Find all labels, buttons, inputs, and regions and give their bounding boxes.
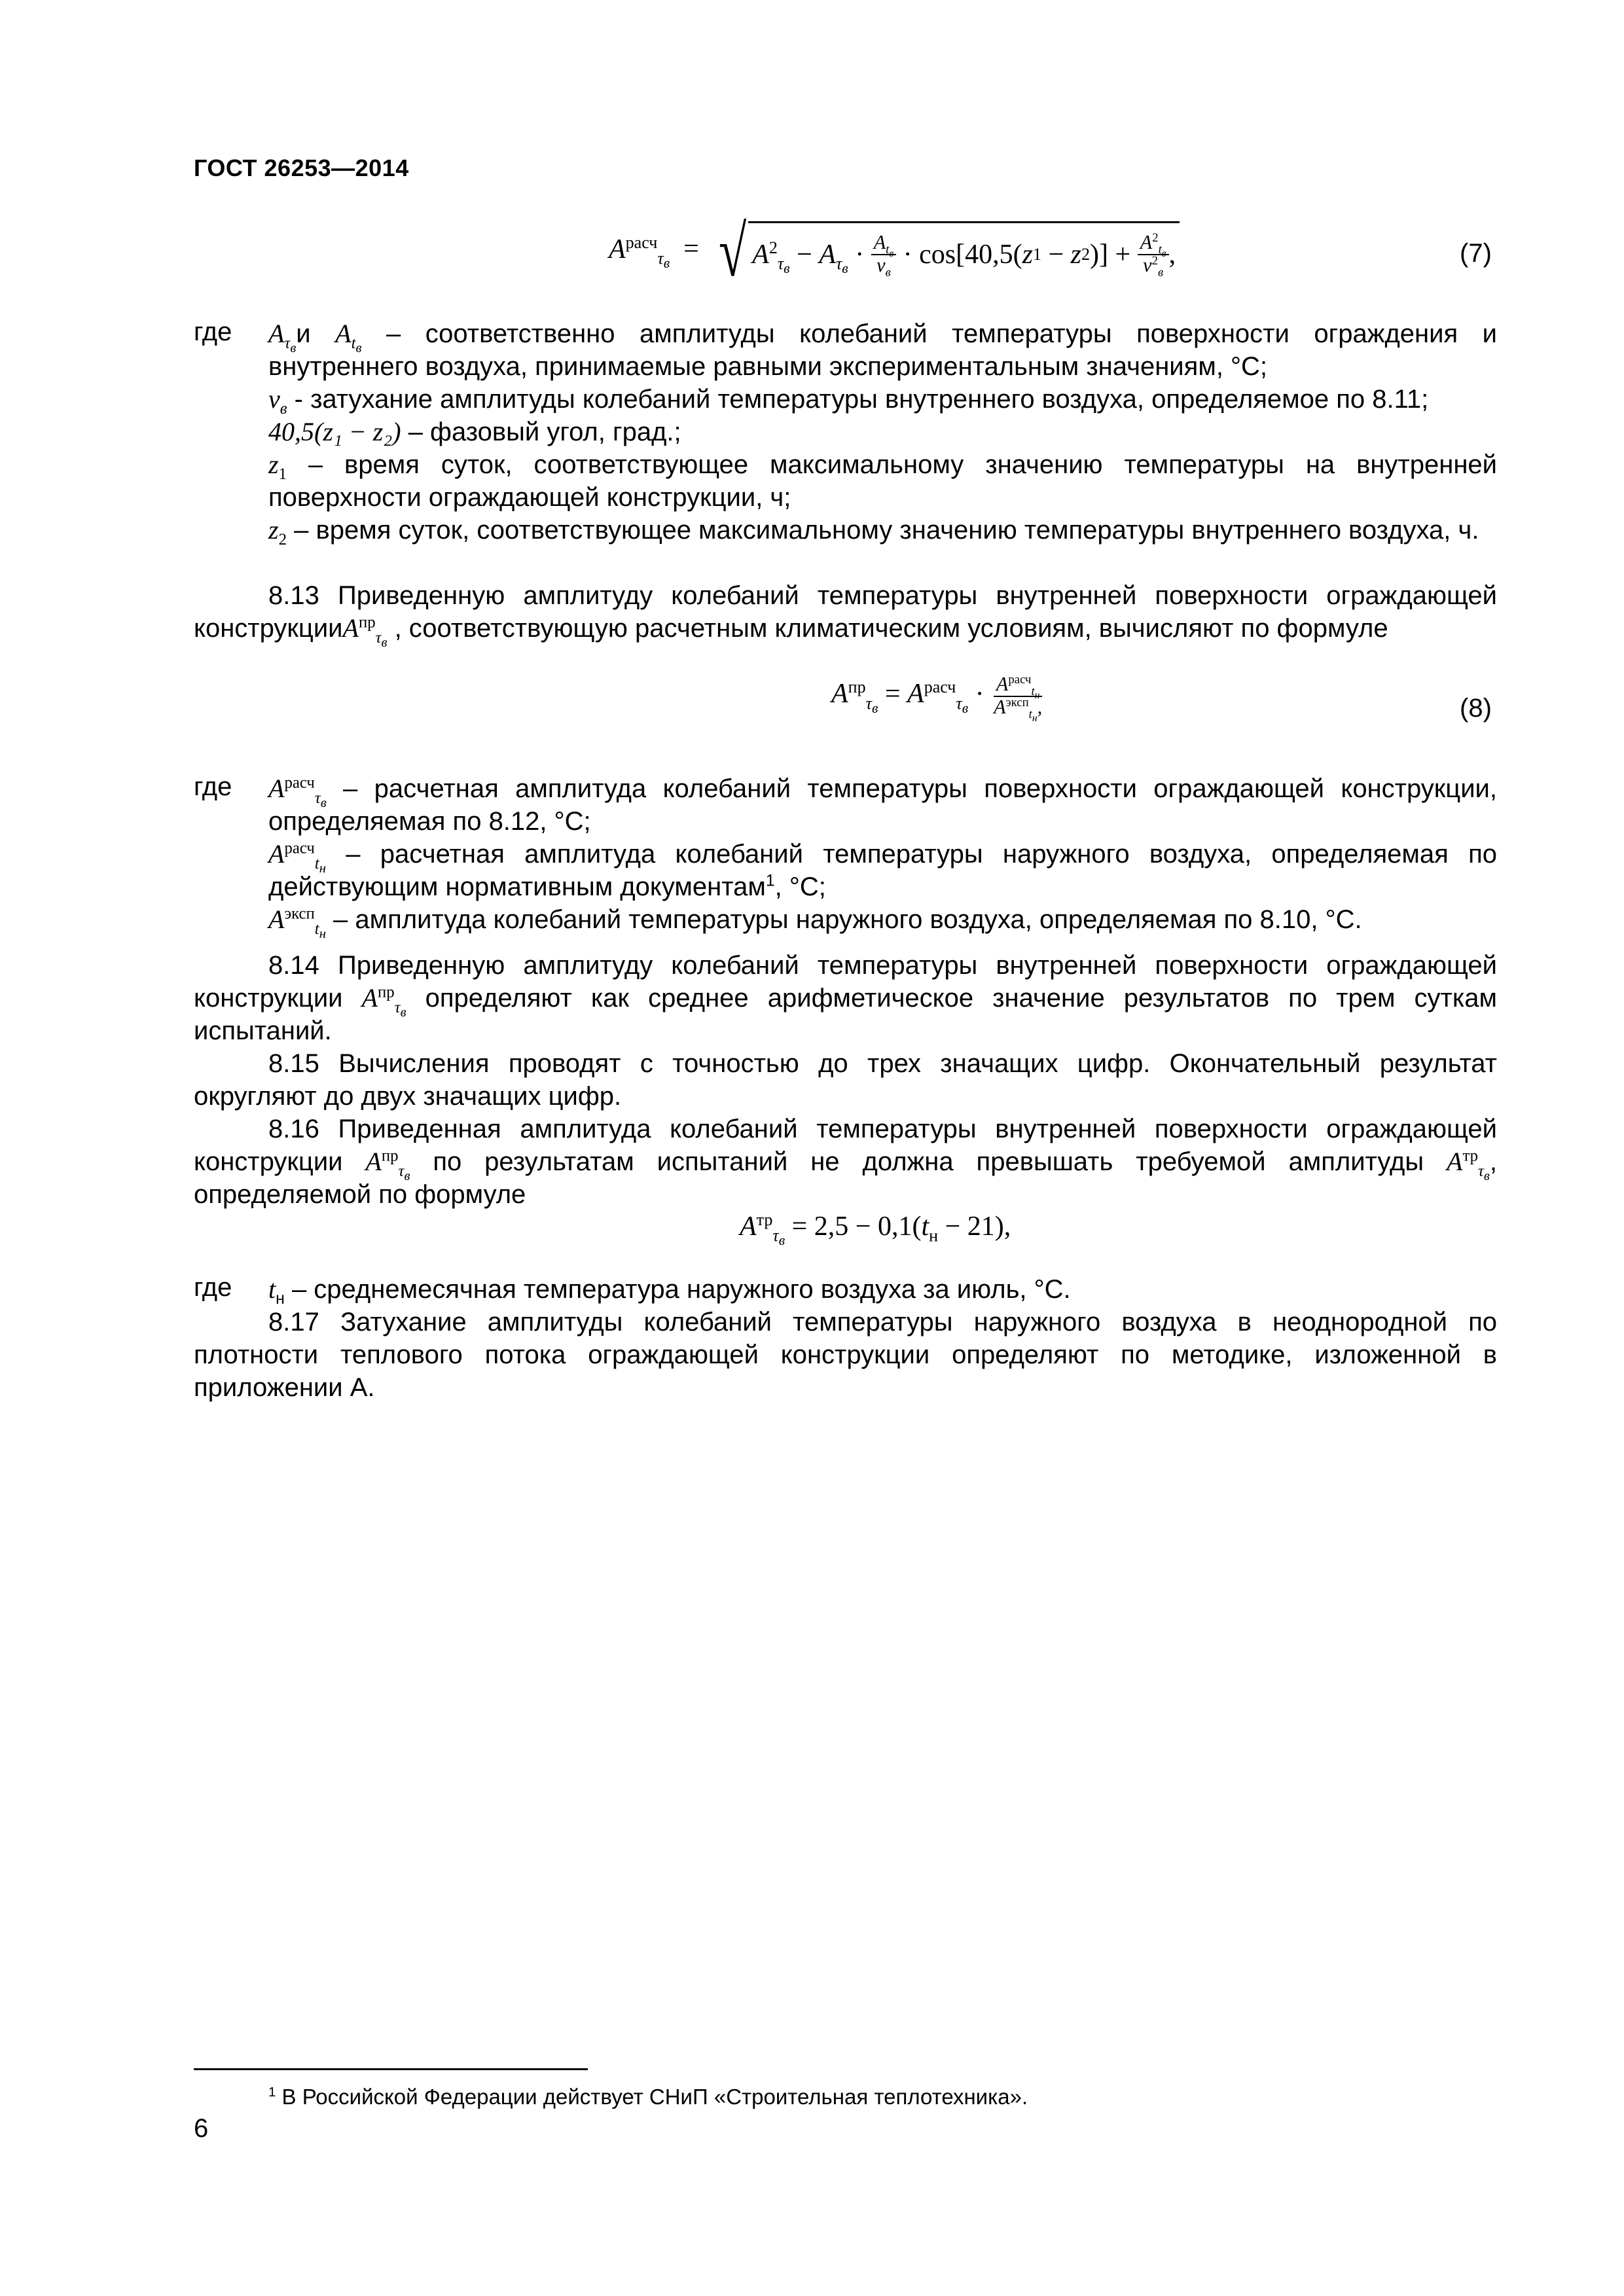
where-8-item-outdoor: $A^{расч}_{t_н}$ – расчетная амплитуда колебаний температуры наружного воздуха, определяемая по действующим нормативным документам$^1$, °С;	[268, 839, 1497, 901]
where-7-item-z1: $z_1$ – время суток, соответствующее максимальному значению температуры на внутренней поверхности ограждающей конструкции, ч;	[268, 450, 1497, 512]
where-9-item-tn: $t_н$ – среднемесячная температура наружного воздуха за июль, °С.	[268, 1274, 1071, 1308]
formula-9-expr: = 2,5 − 0,1(	[791, 1211, 922, 1242]
paragraph-8-14: 8.14 Приведенную амплитуду колебаний температуры внутренней поверхности ограждающей конструкции $A^{пр}_{\tau_в}$ определяют как среднее арифметическое значение результатов по трем суткам испытаний.	[194, 951, 1497, 1045]
where-7-item-amplitudes: $A_{\tau_в}и$ $A_{t_в}$ – соответственно амплитуды колебаний температуры поверхности ограждения и внутреннего воздуха, принимаемые равными экспериментальным значениям, °С;	[268, 319, 1497, 381]
footnote-ref: 1	[765, 872, 775, 890]
formula-8: $A^{пр}_{\tau_в} = A^{расч}_{\tau_в}$ · $\frac{A^{расч}_{t_н}}{A^{эксп}_{t_н},}$	[831, 672, 1043, 724]
where-label-9: где	[194, 1273, 232, 1302]
where-7-item-z2: $z_2$ – время суток, соответствующее максимальному значению температуры внутреннего воздуха, ч.	[268, 515, 1479, 548]
where-7-item2-text: - затухание амплитуды колебаний температуры внутреннего воздуха, определяемое по 8.11;	[287, 385, 1429, 414]
paragraph-8-15: 8.15 Вычисления проводят с точностью до трех значащих цифр. Окончательный результат округляют до двух значащих цифр.	[194, 1049, 1497, 1111]
where-8-item2-text: – расчетная амплитуда колебаний температуры наружного воздуха, определяемая по действующим нормативным документам	[268, 840, 1497, 901]
formula-9-tail: − 21),	[938, 1211, 1011, 1242]
where-7-item-phase	[268, 416, 1497, 448]
and-word: и	[296, 319, 311, 348]
where-7-item3-text: – фазовый угол, град.;	[401, 418, 681, 446]
p813-text-a: 8.13 Приведенную амплитуду колебаний температуры внутренней поверхности ограждающей конструкции	[194, 581, 1497, 643]
p816-text-a: 8.16 Приведенная амплитуда колебаний температуры внутренней поверхности ограждающей конструкции	[194, 1115, 1497, 1176]
formula-required-amplitude: $A^{тр}_{\tau_в} = 2,5 - 0,1(t_н - 21)$,	[740, 1210, 1011, 1249]
paragraph-8-13: 8.13 Приведенную амплитуду колебаний температуры внутренней поверхности ограждающей конструкцииA$^{пр}_{\tau_в}$ , соответствующую расчетным климатическим условиям, вычисляют по формуле	[194, 581, 1497, 650]
where-8-item-exp: $A^{эксп}_{t_н}$ – амплитуда колебаний температуры наружного воздуха, определяемая по 8.10, °С.	[268, 905, 1362, 941]
where-8-item-calc: $A^{расч}_{\tau_в}$ – расчетная амплитуда колебаний температуры поверхности ограждающей конструкции, определяемая по 8.12, °С;	[268, 774, 1497, 836]
where-8-item3-text: – амплитуда колебаний температуры наружного воздуха, определяемая по 8.10, °С.	[325, 905, 1362, 934]
p813-text-b: , соответствующую расчетным климатическим условиям, вычисляют по формуле	[387, 614, 1388, 643]
formula-7: $A^{расч}_{\tau_в}$ = √ $A^2_{\tau_в}$ − $A_{\tau_в}$ · $\frac{A_{t_в}}{\nu_в}$ · cos[40,5( z 1 − z 2 )] + $\frac{A^2_{t_в}}{\nu^2_в}$ ,	[609, 221, 1180, 281]
p816-text-b: по результатам испытаний не должна превышать требуемой амплитуды	[410, 1147, 1447, 1176]
p816-text-c: , определяемой по формуле	[194, 1147, 1497, 1209]
paragraph-8-17: 8.17 Затухание амплитуды колебаний температуры наружного воздуха в неоднородной по плотности теплового потока ограждающей конструкции определяют по методике, изложенной в приложении А.	[194, 1308, 1497, 1402]
tn-subscript: н	[276, 1290, 285, 1308]
formula-7-number: (7)	[1460, 239, 1492, 268]
where-7-item-damping: $\nu_в$ - затухание амплитуды колебаний температуры внутреннего воздуха, определяемое по 8.11;	[268, 384, 1429, 418]
where-7-item1-text: – соответственно амплитуды колебаний температуры поверхности ограждения и внутреннего воздуха, принимаемые равными экспериментальным значениям, °С;	[268, 319, 1497, 381]
where-7-item4-text: – время суток, соответствующее максимальному значению температуры на внутренней поверхности ограждающей конструкции, ч;	[268, 450, 1497, 512]
where-label: где	[194, 317, 232, 346]
footnote	[268, 2085, 1028, 2109]
footnote-text: В Российской Федерации действует СНиП «Строительная теплотехника».	[276, 2085, 1028, 2109]
footnote-mark: 1	[268, 2085, 276, 2100]
where-7-item5-text: – время суток, соответствующее максимальному значению температуры внутреннего воздуха, ч.	[286, 516, 1479, 545]
phase-angle-expr: 40,5(z₁ − z₂)	[268, 417, 401, 446]
where-label-8: где	[194, 772, 232, 801]
where-9-item1-text: – среднемесячная температура наружного воздуха за июль, °С.	[284, 1275, 1071, 1304]
p814-text-b: определяют как среднее арифметическое значение результатов по трем суткам испытаний.	[194, 984, 1497, 1045]
footnote-separator	[194, 2068, 588, 2070]
formula-8-number: (8)	[1460, 694, 1492, 723]
where-8-item1-text: – расчетная амплитуда колебаний температуры поверхности ограждающей конструкции, определяемая по 8.12, °С;	[268, 774, 1497, 836]
paragraph-8-16: 8.16 Приведенная амплитуда колебаний температуры внутренней поверхности ограждающей конструкции $A^{пр}_{\tau_в}$ по результатам испытаний не должна превышать требуемой амплитуды $A^{тр}_{\tau_в}$, определяемой по формуле	[194, 1115, 1497, 1209]
where-8-item2-tail: , °С;	[774, 872, 826, 901]
page-number: 6	[194, 2114, 209, 2143]
page-header: ГОСТ 26253—2014	[194, 154, 409, 181]
p814-text-a: 8.14 Приведенную амплитуду колебаний температуры внутренней поверхности ограждающей конструкции	[194, 951, 1497, 1013]
